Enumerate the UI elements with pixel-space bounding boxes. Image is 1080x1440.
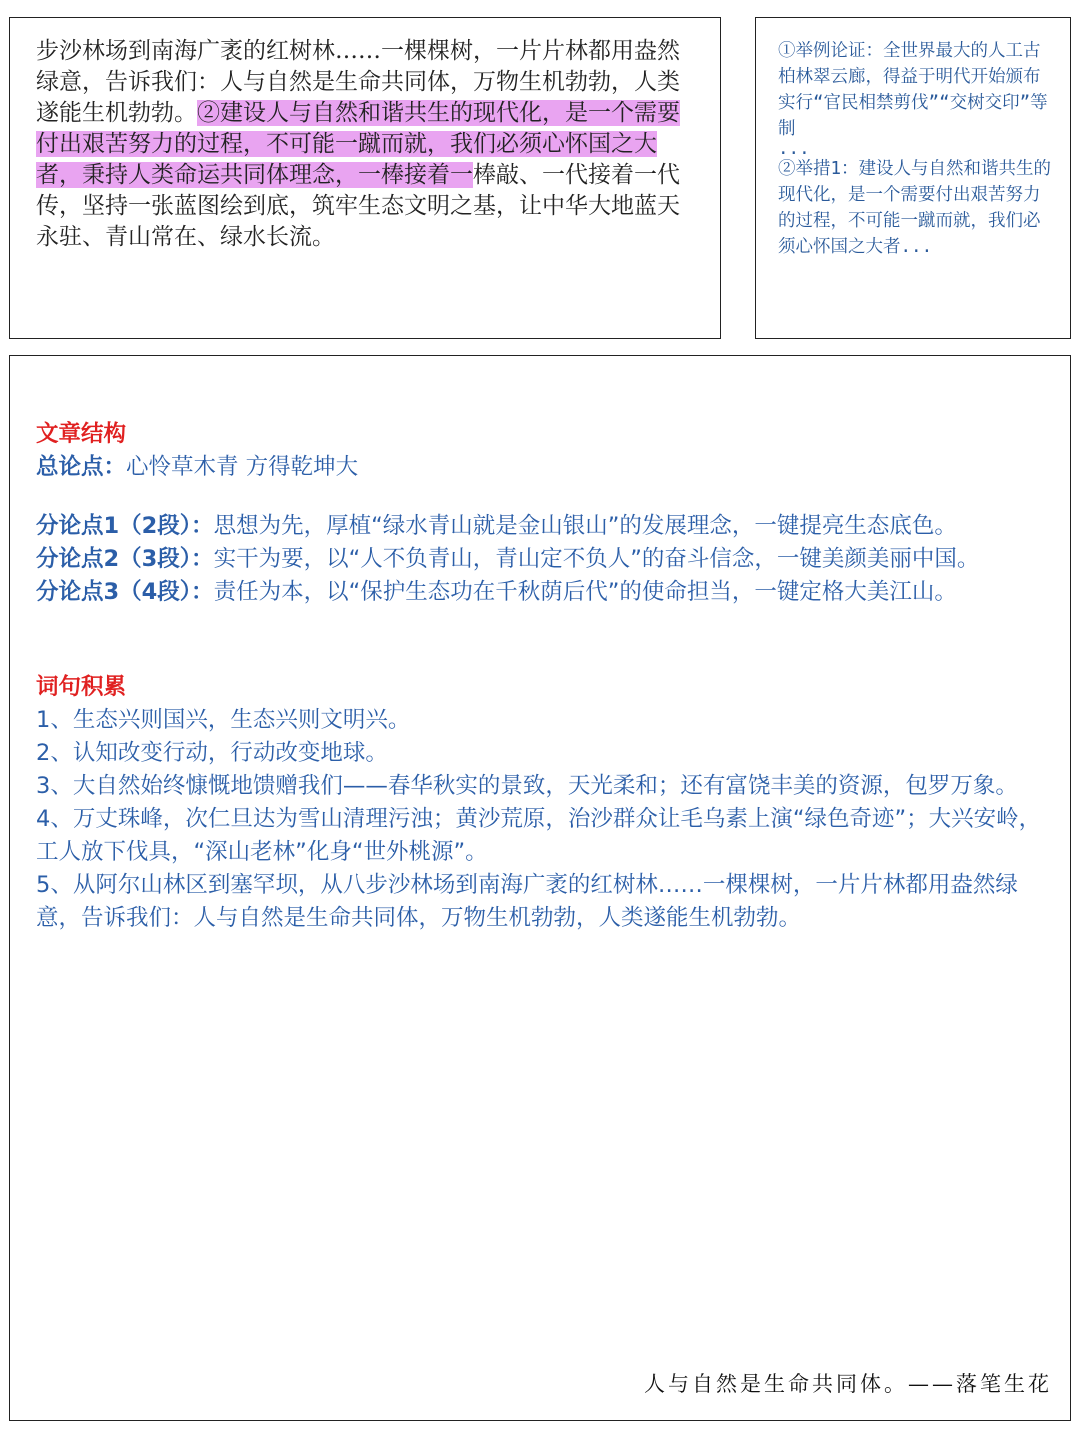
main-thesis bbox=[36, 451, 1052, 484]
spacer bbox=[36, 484, 1052, 510]
phrase-item-3: 3、大自然始终慷慨地馈赠我们——春华秋实的景致，天光柔和；还有富饶丰美的资源，包罗万象。 bbox=[36, 773, 1018, 799]
sub-point-1 bbox=[36, 510, 1052, 543]
annotation-box bbox=[755, 17, 1071, 339]
annotation-point-2: ②举措1：建设人与自然和谐共生的现代化，是一个需要付出艰苦努力的过程，不可能一蹴而就，我们必须心怀国之大者... bbox=[778, 159, 1052, 257]
study-notes-panel bbox=[9, 355, 1071, 1421]
annotation-ellipsis: ... bbox=[778, 139, 810, 159]
phrase-item-4: 4、万丈珠峰，次仁旦达为雪山清理污浊；黄沙荒原，治沙群众让毛乌素上演“绿色奇迹”；大兴安岭，工人放下伐具，“深山老林”化身“世外桃源”。 bbox=[36, 806, 1042, 865]
phrase-item-1: 1、生态兴则国兴，生态兴则文明兴。 bbox=[36, 707, 411, 733]
article-excerpt bbox=[36, 36, 700, 253]
sub-point-2 bbox=[36, 543, 1052, 576]
article-excerpt-box bbox=[9, 17, 721, 339]
article-text-plain: 步沙林场到南海广袤的红树林……一棵棵树，一片片林都用盎然绿意，告诉我们：人与自然是生命共同体，万物生机勃勃，人类遂能生机勃勃。 bbox=[36, 38, 680, 126]
phrases-heading: 词句积累 bbox=[36, 674, 127, 700]
annotation-point-1: ①举例论证：全世界最大的人工古柏林翠云廊，得益于明代开始颁布实行“官民相禁剪伐”“交树交印”等制 bbox=[778, 41, 1048, 139]
phrase-item-5: 5、从阿尔山林区到塞罕坝，从八步沙林场到南海广袤的红树林……一棵棵树，一片片林都用盎然绿意，告诉我们：人与自然是生命共同体，万物生机勃勃，人类遂能生机勃勃。 bbox=[36, 872, 1018, 931]
signature-line: 人与自然是生命共同体。——落笔生花 bbox=[644, 1372, 1052, 1396]
article-text-tail: 棒敲、一代接着一代传，坚持一张蓝图绘到底，筑牢生态文明之基，让中华大地蓝天永驻、青山常在、绿水长流。 bbox=[36, 162, 680, 250]
phrase-item-2: 2、认知改变行动，行动改变地球。 bbox=[36, 740, 388, 766]
sub-point-2-label: 分论点2（3段）： bbox=[36, 546, 214, 572]
main-thesis-label: 总论点： bbox=[36, 454, 127, 480]
annotation-text bbox=[778, 38, 1054, 260]
sub-point-3-value: 责任为本，以“保护生态功在千秋荫后代”的使命担当，一键定格大美江山。 bbox=[213, 579, 957, 605]
sub-point-1-label: 分论点1（2段）： bbox=[36, 513, 214, 539]
study-notes-content bbox=[36, 418, 1052, 935]
main-thesis-value: 心怜草木青 方得乾坤大 bbox=[126, 454, 359, 480]
sub-point-1-value: 思想为先，厚植“绿水青山就是金山银山”的发展理念，一键提亮生态底色。 bbox=[213, 513, 957, 539]
spacer bbox=[36, 609, 1052, 671]
structure-heading: 文章结构 bbox=[36, 421, 127, 447]
highlighted-sentence: ②建设人与自然和谐共生的现代化，是一个需要付出艰苦努力的过程，不可能一蹴而就，我们必须心怀国之大者，秉持人类命运共同体理念，一棒接着一 bbox=[36, 100, 680, 188]
sub-point-2-value: 实干为要，以“人不负青山，青山定不负人”的奋斗信念，一键美颜美丽中国。 bbox=[213, 546, 980, 572]
sub-point-3-label: 分论点3（4段）： bbox=[36, 579, 214, 605]
sub-point-3 bbox=[36, 576, 1052, 609]
